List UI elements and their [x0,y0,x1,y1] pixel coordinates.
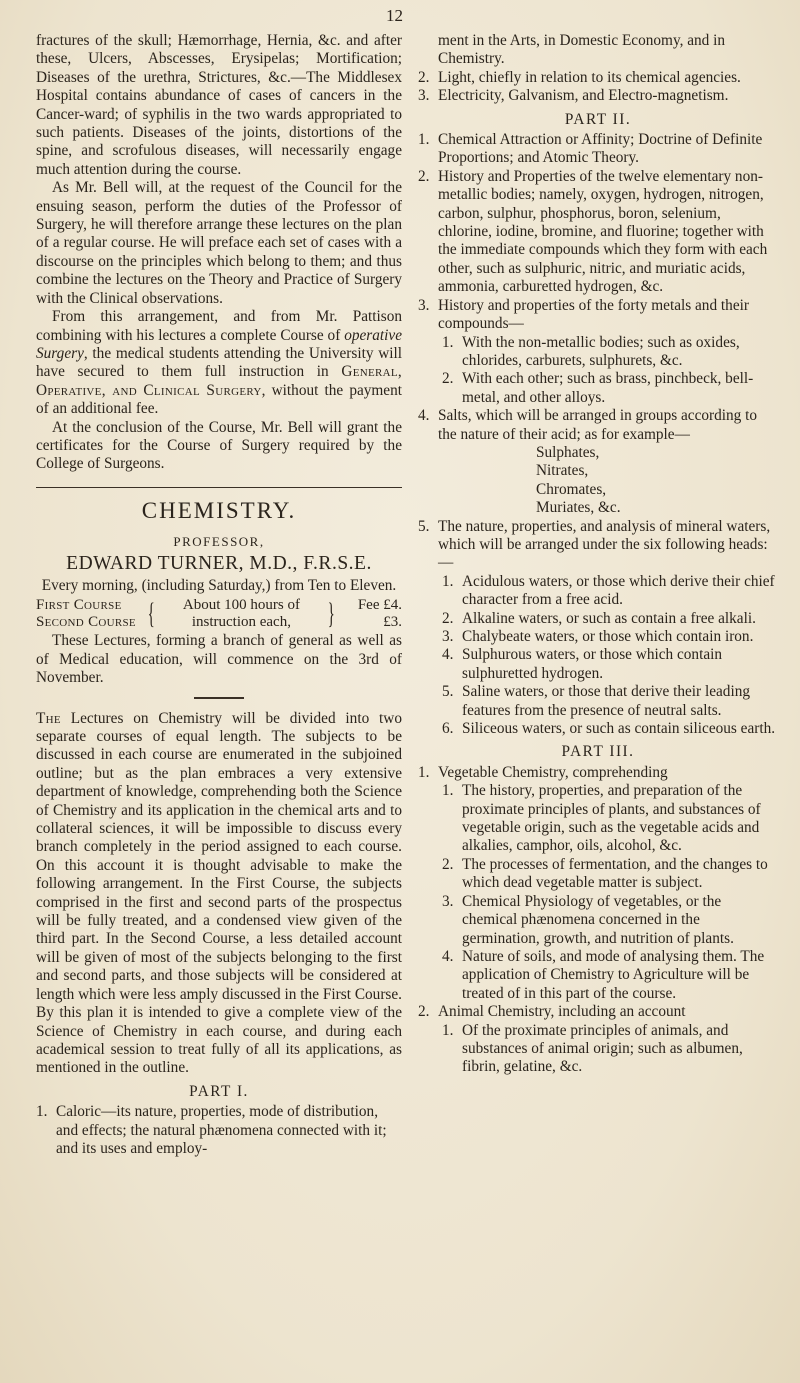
sub-list-item: 4. Sulphurous waters, or those which contain sulphuretted hydrogen. [442,646,723,682]
list-item: 3. History and properties of the forty metals and their compounds— [418,296,749,333]
list-item: 3. Electricity, Galvanism, and Electro-magnetism. [418,87,729,105]
second-course-label: Second Course [36,614,136,631]
left-column [36,32,402,1158]
surgery-pattison-paragraph: From this arrangement, and from Mr. Pattison combining with his lectures a complete Course of operative Surgery, the medical students attending the University will have secured to them full instruction in General, Operative, and Clinical Surgery, without the payment of an additional fee. [36,308,402,418]
sub-list-item: 2. Alkaline waters, or such as contain a free alkali. [442,609,756,627]
course-arrangement-paragraph: The Lectures on Chemistry will be divided into two separate courses of equal length. The subjects to be discussed in each course are enumerated in the subjoined outline; but as the plan embraces a very extensive department of knowledge, comprehending both the Science of Chemistry and its application in the chemical arts and to collateral sciences, it will be impossible to discuss every branch completely in the period assigned to each course. On this account it is thought advisable to make the following arrangement. In the First Course, the subjects comprised in the first and second parts of the prospectus will be fully treated, and a condensed view given of the third part. In the Second Course, a less detailed account will be given of most of the subjects belonging to the first and second parts, and those subjects will be considered at length which were less amply discussed in the First Course. By this plan it is intended to give a complete view of the Science of Chemistry in each course, and during each academical session to treat fully of all its applications, as mentioned in the outline. [36,709,402,1077]
professor-label: PROFESSOR, [173,534,265,550]
right-column [418,32,778,1077]
page-number: 12 [386,6,403,25]
first-course-label: First Course [36,597,122,614]
list-item: 2. History and Properties of the twelve elementary non-metallic bodies; namely, oxygen, hydrogen, nitrogen, carbon, sulphur, phosphorus, boron, selenium, chlorine, iodine, bromine, and fluorine; together with the immediate compounds which they form with each other, such as sulphuric, nitric, and muriatic acids, ammonia, carburetted hydrogen, &c. [418,167,768,296]
section-divider [36,487,402,488]
salt-item: Muriates, &c. [536,499,621,517]
sub-list-item: 3. Chemical Physiology of vegetables, or the chemical phænomena concerned in the germination, growth, and nutrition of plants. [442,892,734,947]
sub-list-item: 1. With the non-metallic bodies; such as oxides, chlorides, carburets, sulphurets, &c. [442,333,740,369]
sub-list-item: 1. Of the proximate principles of animals, and substances of animal origin; such as albumen, fibrin, gelatine, &c. [442,1021,743,1076]
salt-item: Nitrates, [536,462,589,480]
lectures-commence-paragraph: These Lectures, forming a branch of general as well as of Medical education, will commence on the 3rd of November. [36,632,402,687]
list-item: 2. Animal Chemistry, including an account [418,1003,686,1021]
fee-first: Fee £4. [357,597,402,614]
list-item: 5. The nature, properties, and analysis of mineral waters, which will be arranged under the six following heads:— [418,517,771,572]
sub-list-item: 1. The history, properties, and preparation of the proximate principles of plants, and substances of vegetable origin, such as the vegetable acids and alkalies, camphor, oils, alcohol, &c. [442,782,761,855]
schedule-text: Every morning, (including Saturday,) from Ten to Eleven. [41,576,397,594]
sub-list-item: 1. Acidulous waters, or those which derive their chief character from a free acid. [442,572,775,609]
salt-item: Chromates, [536,480,607,498]
right-brace: } [328,597,336,631]
list-item: 1. Vegetable Chemistry, comprehending [418,763,668,781]
short-divider [194,697,244,699]
surgery-intro-paragraph: fractures of the skull; Hæmorrhage, Hernia, &c. and after these, Ulcers, Abscesses, Erysipelas; Mortification; Diseases of the urethra, Strictures, &c.—The Middlesex Hospital contains abundance of cases of cancers in the Cancer-ward; of syphilis in the two wards appropriated to such patients. Diseases of the joints, distortions of the spine, and scrofulous diseases, will necessarily engage much attention during the course. [36,32,402,178]
sub-list-item: 4. Nature of soils, and mode of analysing them. The application of Chemistry to Agriculture will be treated of in this part of the course. [442,947,765,1002]
surgery-bell-paragraph: As Mr. Bell will, at the request of the Council for the ensuing season, perform the duties of the Professor of Surgery, he will therefore arrange these lectures on the plan of a regular course. He will preface each set of cases with a discourse on the principles which belong to them; and thus combine the lectures on the Theory and Practice of Surgery with the Clinical observations. [36,179,402,307]
caloric-continuation: ment in the Arts, in Domestic Economy, and in Chemistry. [438,32,726,68]
fee-second: £3. [383,614,402,631]
professor-name: EDWARD TURNER, M.D., F.R.S.E. [66,552,372,574]
sub-list-item: 2. The processes of fermentation, and the changes to which dead vegetable matter is subject. [442,855,768,892]
list-item: 4. Salts, which will be arranged in groups according to the nature of their acid; as for example— [418,407,758,443]
salt-item: Sulphates, [536,443,600,461]
salts-list [418,444,778,518]
list-item: 1. Chemical Attraction or Affinity; Doctrine of Definite Proportions; and Atomic Theory. [418,131,763,167]
sub-list-item: 6. Siliceous waters, or such as contain siliceous earth. [442,720,776,738]
sub-list-item: 3. Chalybeate waters, or those which contain iron. [442,628,754,645]
course-hours: About 100 hours of instruction each, [182,597,300,631]
part-one-heading: PART I. [189,1082,249,1100]
left-brace: { [147,597,155,631]
sub-list-item: 5. Saline waters, or those that derive their leading features from the presence of neutral salts. [442,683,750,719]
sub-list-item: 2. With each other; such as brass, pinchbeck, bell-metal, and other alloys. [442,370,754,406]
list-item: 2. Light, chiefly in relation to its chemical agencies. [418,68,741,86]
course-fees-table [36,597,402,631]
surgery-certificates-paragraph: At the conclusion of the Course, Mr. Bell will grant the certificates for the Course of Surgery required by the College of Surgeons. [36,418,402,473]
part-two-heading: PART II. [564,110,632,128]
part-three-heading: PART III. [561,743,635,761]
list-item: 1. Caloric—its nature, properties, mode of distribution, and effects; the natural phænomena connected with it; and its uses and employ- [36,1103,387,1157]
chemistry-heading: CHEMISTRY. [141,497,297,523]
